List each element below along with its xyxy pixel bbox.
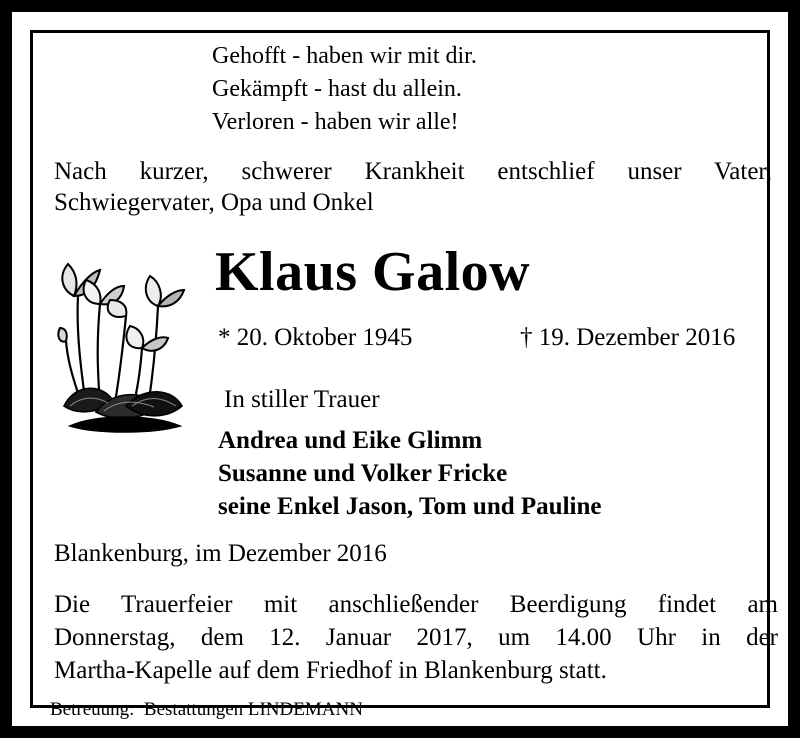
- mourning-label: In stiller Trauer: [224, 386, 380, 413]
- mourner-line-3: seine Enkel Jason, Tom und Pauline: [218, 493, 602, 520]
- verse-line-3: Verloren - haben wir alle!: [212, 109, 459, 135]
- intro-line-2: Schwiegervater, Opa und Onkel: [54, 189, 374, 216]
- undertaker-credit: Betreuung: Bestattungen LINDEMANN: [50, 699, 363, 720]
- cyclamen-flower-icon: [56, 256, 188, 436]
- funeral-line-3: Martha-Kapelle auf dem Friedhof in Blankenburg statt.: [54, 657, 607, 684]
- funeral-line-1: Die Trauerfeier mit anschließender Beerdigung findet am: [54, 591, 778, 618]
- birth-date: * 20. Oktober 1945: [218, 324, 413, 351]
- place-date: Blankenburg, im Dezember 2016: [54, 540, 387, 567]
- verse-line-2: Gekämpft - hast du allein.: [212, 76, 462, 102]
- death-date: † 19. Dezember 2016: [520, 324, 736, 351]
- mourner-line-1: Andrea und Eike Glimm: [218, 427, 483, 454]
- intro-line-1: Nach kurzer, schwerer Krankheit entschlief unser Vater,: [54, 158, 772, 185]
- funeral-line-2: Donnerstag, dem 12. Januar 2017, um 14.00 Uhr in der: [54, 624, 778, 651]
- mourner-line-2: Susanne und Volker Fricke: [218, 460, 508, 487]
- verse-line-1: Gehofft - haben wir mit dir.: [212, 43, 477, 69]
- deceased-name: Klaus Galow: [215, 241, 531, 303]
